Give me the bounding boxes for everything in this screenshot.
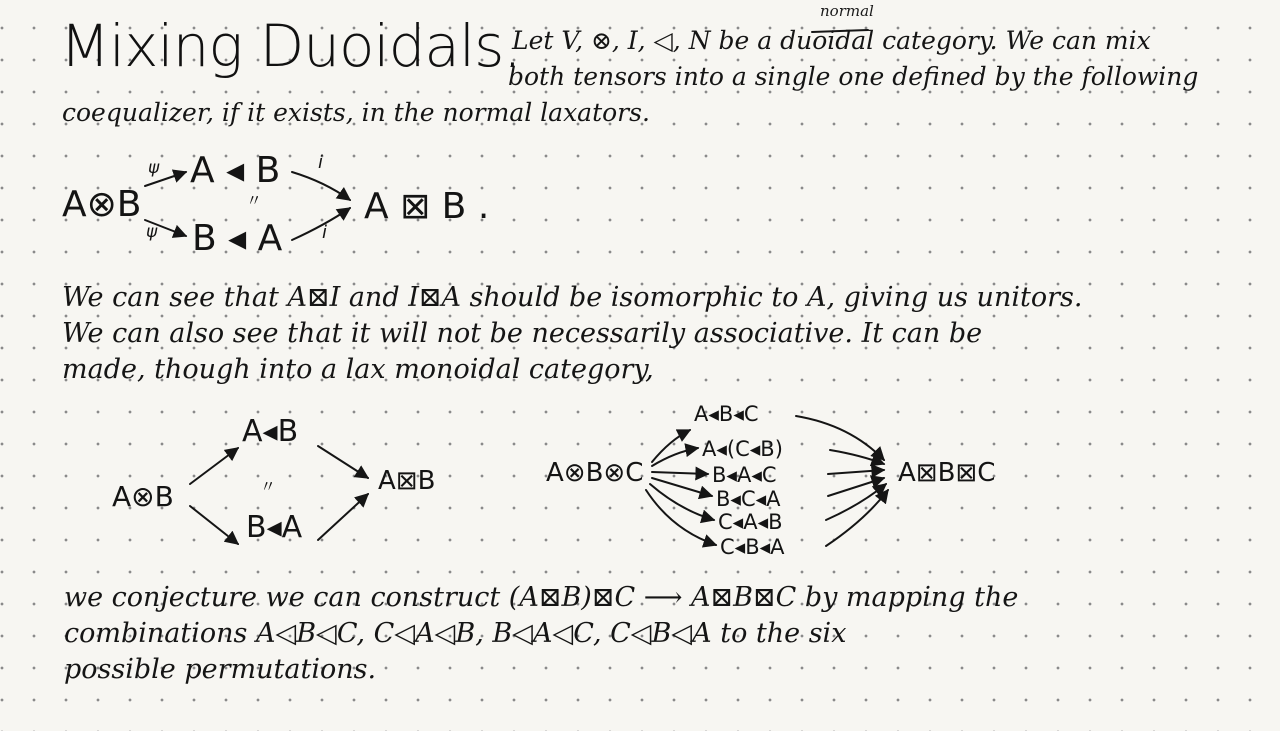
- arrow-d3-out-3: [828, 470, 884, 474]
- arrow-d3-out-5: [826, 484, 886, 520]
- arrow-d3-out-1: [796, 416, 884, 460]
- para2-line-3: possible permutations.: [64, 654, 377, 685]
- diagram1-psi-top: ψ: [148, 158, 160, 178]
- arrow-d3-in-6: [646, 490, 716, 545]
- arrow-d3-in-2: [652, 448, 698, 466]
- diagram3-node: C◂A◂B: [718, 510, 783, 534]
- intro-line-3: coequalizer, if it exists, in the normal laxators.: [62, 98, 650, 127]
- para2-line-2: combinations A◁B◁C, C◁A◁B, B◁A◁C, C◁B◁A to the six: [64, 618, 847, 649]
- arrow-d2-right-top: [318, 446, 368, 478]
- arrow-d2-right-bottom: [318, 494, 368, 540]
- arrow-d2-left-bottom: [190, 506, 238, 544]
- diagram3-node: B◂A◂C: [712, 463, 777, 487]
- diagram1-target: A ⊠ B .: [364, 186, 490, 227]
- intro-line-1: Let V, ⊗, I, ◁, N be a duoidal category. We can mix: [512, 26, 1151, 55]
- diagram1-source: A⊗B: [62, 184, 142, 225]
- diagram3-node: C◂B◂A: [720, 535, 785, 559]
- intro-line-2: both tensors into a single one defined by the following: [508, 62, 1199, 91]
- diagram1-i-top: i: [318, 152, 324, 173]
- diagram3-node: A◂B◂C: [694, 402, 759, 426]
- diagram1-top-node: A ◂ B: [190, 150, 281, 191]
- para1-line-1: We can see that A⊠I and I⊠A should be isomorphic to A, giving us unitors.: [62, 282, 1083, 313]
- diagram1-psi-bottom: ψ: [146, 222, 158, 242]
- diagram1-i-bottom: i: [322, 222, 328, 243]
- arrow-d3-in-1: [652, 430, 690, 462]
- arrow-d3-in-5: [650, 484, 714, 520]
- diagram3-node: B◂C◂A: [716, 487, 781, 511]
- diagram2-target: A⊠B: [378, 466, 436, 496]
- diagram1-equal-mark: 〃: [246, 191, 263, 210]
- arrow-d3-in-4: [652, 478, 712, 496]
- arrow-i-bottom: [292, 208, 350, 240]
- arrow-d3-out-6: [826, 490, 888, 546]
- arrow-d2-left-top: [190, 448, 238, 484]
- page-title: Mixing Duoidals.: [60, 12, 521, 80]
- para1-line-3: made, though into a lax monoidal category,: [62, 354, 654, 385]
- diagram2-source: A⊗B: [112, 480, 174, 513]
- para2-line-1: we conjecture we can construct (A⊠B)⊠C ⟶ A⊠B⊠C by mapping the: [64, 582, 1019, 613]
- arrow-d3-out-2: [830, 450, 884, 464]
- diagram2-bottom-node: B◂A: [246, 510, 303, 545]
- diagram3-source: A⊗B⊗C: [546, 458, 644, 488]
- arrow-d3-in-3: [652, 472, 708, 474]
- diagram1-bottom-node: B ◂ A: [192, 218, 283, 259]
- arrow-i-top: [292, 172, 350, 200]
- diagram3-node: A◂(C◂B): [702, 437, 783, 461]
- arrow-d3-out-4: [828, 478, 884, 496]
- diagram2-equal-mark: 〃: [260, 477, 277, 496]
- inserted-word-normal: normal: [820, 2, 874, 20]
- para1-line-2: We can also see that it will not be necessarily associative. It can be: [62, 318, 983, 349]
- diagram3-target: A⊠B⊠C: [898, 458, 996, 488]
- diagram2-top-node: A◂B: [242, 414, 299, 449]
